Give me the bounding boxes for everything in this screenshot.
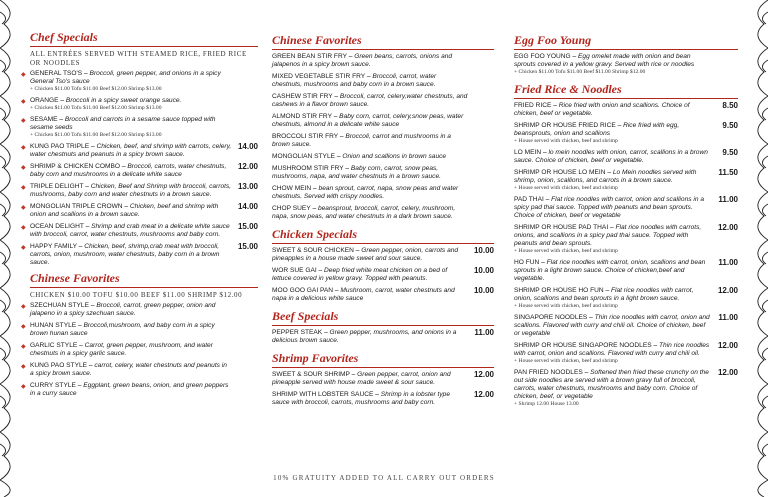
chinese-favorites-mid-title: Chinese Favorites xyxy=(272,33,362,47)
item-price: 12.00 xyxy=(473,390,494,399)
item-name: KUNG PAO STYLE xyxy=(30,362,88,369)
section-rule xyxy=(272,367,494,368)
menu-item xyxy=(21,222,258,239)
item-options: + Chicken $11.00 Tofu $11.00 Beef $12.00 Shrimp $13.00 xyxy=(30,105,162,111)
menu-item xyxy=(21,70,258,93)
item-options: + House served with chicken, beef and shrimp xyxy=(514,185,618,191)
item-description: – lo mein noodles with onion, carrot, scallions in a brown sauce. Choice of chicken, beef or vegetable. xyxy=(514,149,708,164)
item-price: 11.50 xyxy=(718,168,738,177)
item-price: 14.00 xyxy=(237,142,258,151)
item-price: 11.00 xyxy=(718,258,738,267)
menu-item xyxy=(21,322,258,338)
item-description: – Flat rice noodles with carrot, onion and scallions in a spicy pad thai sauce. Topped with peanuts and bean sprouts. Choice of chicken, beef or vegetable xyxy=(514,196,704,219)
item-description: – Baby corn, carrot, snow peas, mushrooms, napa, and water chestnuts in a brown sauce. xyxy=(272,165,441,180)
menu-item xyxy=(272,185,494,201)
item-description: – Green pepper, mushrooms, and onions in a delicious brown sauce. xyxy=(272,329,457,344)
item-description: – Eggplant, green beans, onion, and green peppers in a curry sauce xyxy=(30,382,229,397)
item-name: MONGOLIAN TRIPLE CROWN xyxy=(30,203,123,210)
gratuity-footer: 10% GRATUITY ADDED TO ALL CARRY OUT ORDERS xyxy=(273,474,495,482)
chicken-specials-list xyxy=(272,247,494,303)
menu-item xyxy=(272,267,494,283)
item-options: + House served with chicken, beef and shrimp xyxy=(514,138,618,144)
item-name: HO FUN xyxy=(514,259,540,266)
item-name: PAN FRIED NOODLES xyxy=(514,369,583,376)
item-description: – Flat rice noodles with carrots, onions, and scallions in a spicy pad thai sauce. Topped with peanuts and bean sprouts. xyxy=(514,224,702,247)
item-name: SESAME xyxy=(30,116,58,123)
menu-item xyxy=(272,165,494,181)
chili-icon: ◆ xyxy=(21,118,26,124)
item-name: HUNAN STYLE xyxy=(30,322,77,329)
item-description: – Lo Mein noodles served with shrimp, onion, scallions, and carrots in a brown sauce. xyxy=(514,169,697,184)
item-price: 12.00 xyxy=(717,223,738,232)
chili-icon: ◆ xyxy=(21,145,26,151)
item-name: CURRY STYLE xyxy=(30,382,76,389)
item-price: 12.00 xyxy=(717,341,738,350)
item-description: – Broccoli,mushroom, and baby corn in a spicy brown hunan sauce xyxy=(30,322,215,337)
item-name: SHRIMP OR HOUSE SINGAPORE NOODLES xyxy=(514,342,652,349)
item-name: OCEAN DELIGHT xyxy=(30,223,84,230)
item-description: – Green pepper, onion, carrots and pineapples in a house made sweet and sour sauce. xyxy=(272,247,459,262)
item-name: SWEET & SOUR SHRIMP xyxy=(272,371,350,378)
item-description: – Mushroom, carrot, water chestnuts and napa in a delicious white sauce xyxy=(272,287,455,302)
menu-item xyxy=(514,369,738,408)
item-name: CASHEW STIR FRY xyxy=(272,93,333,100)
item-name: SHRIMP OR HOUSE FRIED RICE xyxy=(514,122,616,129)
chinese-favorites-note: CHICKEN $10.00 TOFU $10.00 BEEF $11.00 SHRIMP $12.00 xyxy=(30,291,243,299)
item-description: – bean sprout, carrot, napa, snow peas and water chestnuts. Served with crispy noodles. xyxy=(272,185,459,200)
item-description: – beansprout, broccoli, carrot, celery, mushroom, napa, snow peas, and water chestnuts in a dark brown sauce. xyxy=(272,205,456,220)
fried-rice-noodles-list xyxy=(514,102,738,408)
item-name: MOO GOO GAI PAN xyxy=(272,287,334,294)
item-description: – Carrot, green pepper, mushroom, and water chestnuts in a spicy garlic sauce. xyxy=(30,342,213,357)
beef-specials-list xyxy=(272,329,494,345)
item-price: 15.00 xyxy=(237,222,258,231)
right-column xyxy=(514,33,738,412)
item-price: 11.00 xyxy=(718,195,738,204)
menu-item xyxy=(514,342,738,365)
decorative-border-right xyxy=(746,0,768,497)
chef-specials-title: Chef Specials xyxy=(30,30,98,44)
item-name: BROCCOLI STIR FRY xyxy=(272,133,339,140)
item-price: 9.50 xyxy=(722,121,738,130)
item-name: SZECHUAN STYLE xyxy=(30,302,89,309)
item-price: 12.00 xyxy=(717,368,738,377)
chili-icon: ◆ xyxy=(21,225,26,231)
item-price: 12.00 xyxy=(473,370,494,379)
menu-item xyxy=(514,314,738,338)
item-options: + House served with chicken, beef and shrimp xyxy=(514,248,618,254)
chili-icon: ◆ xyxy=(21,72,26,78)
menu-item xyxy=(21,382,258,398)
item-options: + Chicken $11.00 Tofu $11.00 Beef $12.00 Shrimp $13.00 xyxy=(30,132,162,138)
item-description: – Thin rice noodles with carrot, onion and scallions. Flavored with curry and chili oil. xyxy=(514,342,710,357)
menu-item xyxy=(272,53,494,69)
item-price: 8.50 xyxy=(722,101,738,110)
section-rule xyxy=(514,49,738,50)
item-name: GARLIC STYLE xyxy=(30,342,78,349)
item-description: – Green beans, carrots, onions and jalapenos in a spicy brown sauce. xyxy=(272,53,453,68)
chili-icon: ◆ xyxy=(21,165,26,171)
item-name: PAD THAI xyxy=(514,196,544,203)
item-description: – Deep fried white meat chicken on a bed of lettuce covered in yellow gravy. Topped with peanuts. xyxy=(272,267,448,282)
item-price: 9.50 xyxy=(722,148,738,157)
menu-item xyxy=(272,329,494,345)
item-description: – Broccoli, carrots, water chestnuts, baby corn and mushrooms in a delicate white sauce xyxy=(30,163,227,178)
item-name: ALMOND STIR FRY xyxy=(272,113,332,120)
chili-icon: ◆ xyxy=(21,384,26,390)
item-name: SHRIMP & CHICKEN COMBO xyxy=(30,163,121,170)
item-price: 12.00 xyxy=(717,286,738,295)
menu-item xyxy=(514,169,738,192)
menu-item xyxy=(514,122,738,145)
item-description: – Green pepper, carrot, onion and pineapple served with house made sweet & sour sauce. xyxy=(272,371,451,386)
item-price: 10.00 xyxy=(473,246,494,255)
chef-specials-list xyxy=(21,70,258,267)
item-description: – Chicken, beef and shrimp with onion and scallions in a brown sauce. xyxy=(30,203,219,218)
chili-icon: ◆ xyxy=(21,205,26,211)
menu-item xyxy=(514,224,738,255)
chinese-favorites-mid-list xyxy=(272,53,494,221)
item-price: 10.00 xyxy=(473,266,494,275)
egg-foo-young-list xyxy=(514,53,738,76)
item-name: WOR SUE GAI xyxy=(272,267,317,274)
item-options: + Chicken $11.00 Tofu $11.00 Beef $12.00 Shrimp $13.00 xyxy=(30,86,162,92)
menu-item xyxy=(514,287,738,310)
item-price: 13.00 xyxy=(237,182,258,191)
middle-column xyxy=(272,33,494,411)
item-description: – Shrimp in a lobster type sauce with broccoli, carrots, mushrooms and baby corn. xyxy=(272,391,450,406)
item-name: EGG FOO YOUNG xyxy=(514,53,571,60)
item-description: – Chicken, beef, and shrimp with carrots, celery, water chestnuts and peanuts in a spicy brown sauce. xyxy=(30,143,232,158)
item-options: + House served with chicken, beef and shrimp xyxy=(514,303,618,309)
item-description: – Thin rice noodles with carrot, onion and scallions. Flavored with curry and chili oil. Choice of chicken, beef or vegetable xyxy=(514,314,710,337)
item-name: SHRIMP OR HOUSE LO MEIN xyxy=(514,169,606,176)
item-options: + Chicken $11.00 Tofu $11.00 Beef $11.00 Shrimp $12.00 xyxy=(514,69,646,75)
item-name: HAPPY FAMILY xyxy=(30,243,77,250)
menu-item xyxy=(514,53,738,76)
item-name: SHRIMP OR HOUSE PAD THAI xyxy=(514,224,609,231)
menu-item xyxy=(514,259,738,283)
chili-icon: ◆ xyxy=(21,324,26,330)
menu-item xyxy=(21,182,258,199)
shrimp-favorites-list xyxy=(272,371,494,407)
item-price: 15.00 xyxy=(237,242,258,251)
item-name: TRIPLE DELIGHT xyxy=(30,183,84,190)
menu-item xyxy=(272,93,494,109)
menu-item xyxy=(21,116,258,139)
shrimp-favorites-title: Shrimp Favorites xyxy=(272,351,359,365)
item-description: – Broccoli, carrot, celery,water chestnuts, and cashews in a flavor brown sauce. xyxy=(272,93,468,108)
item-description: – Rice fried with egg, beansprouts, onion and scallions xyxy=(514,122,680,137)
menu-item xyxy=(21,97,258,112)
item-name: ORANGE xyxy=(30,97,59,104)
section-rule xyxy=(272,49,494,50)
item-name: CHOP SUEY xyxy=(272,205,311,212)
menu-item xyxy=(272,205,494,221)
menu-item xyxy=(21,302,258,318)
egg-foo-young-title: Egg Foo Young xyxy=(514,33,592,47)
item-description: – Shrimp and crab meat in a delicate white sauce with broccoli, carrot, water chestnuts, mushrooms and baby corn. xyxy=(30,223,230,238)
menu-item xyxy=(272,153,494,161)
item-name: SHRIMP OR HOUSE HO FUN xyxy=(514,287,604,294)
item-name: PEPPER STEAK xyxy=(272,329,323,336)
menu-item xyxy=(514,149,738,165)
item-description: – Broccoli, green pepper, and onions in a spicy General Tso's sauce xyxy=(30,70,221,85)
item-name: MUSHROOM STIR FRY xyxy=(272,165,344,172)
menu-item xyxy=(272,133,494,149)
chili-icon: ◆ xyxy=(21,364,26,370)
chicken-specials-title: Chicken Specials xyxy=(272,227,358,241)
chili-icon: ◆ xyxy=(21,185,26,191)
section-rule xyxy=(30,287,258,288)
menu-item xyxy=(272,371,494,387)
item-description: – Flat rice noodles with carrot, onion, scallions and bean sprouts in a light brown sauce. xyxy=(514,287,694,302)
section-rule xyxy=(514,98,738,99)
chinese-favorites-left-title: Chinese Favorites xyxy=(30,271,120,285)
item-description: – Flat rice noodles with carrot, onion, scallions and bean sprouts in a light brown sauce. Choice of chicken,beef and vegetable. xyxy=(514,259,706,282)
section-rule xyxy=(30,46,258,47)
menu-item xyxy=(272,247,494,263)
item-name: GENERAL TSO'S xyxy=(30,70,83,77)
item-options: + Shrimp 12.00 House 13.00 xyxy=(514,401,579,407)
item-price: 14.00 xyxy=(237,202,258,211)
menu-item xyxy=(21,202,258,219)
section-rule xyxy=(272,243,494,244)
item-price: 11.00 xyxy=(718,313,738,322)
menu-item xyxy=(272,391,494,407)
item-description: – Broccoli in a spicy sweet orange sauce. xyxy=(60,97,182,104)
item-name: MONGOLIAN STYLE xyxy=(272,153,336,160)
item-name: LO MEIN xyxy=(514,149,542,156)
item-price: 12.00 xyxy=(237,162,258,171)
item-name: GREEN BEAN STIR FRY xyxy=(272,53,347,60)
item-description: – Broccoli and carrots in a sesame sauce topped with sesame seeds xyxy=(30,116,216,131)
section-rule xyxy=(272,325,494,326)
item-description: – Softened then fried these crunchy on the out side noodles are served with a brown gravy full of broccoli, carrots, water chestnuts, mushrooms and baby corn. Choice of chicken, beef, or vegetable xyxy=(514,369,709,400)
menu-item xyxy=(21,342,258,358)
menu-item xyxy=(272,73,494,89)
chili-icon: ◆ xyxy=(21,344,26,350)
item-name: MIXED VEGETABLE STIR FRY xyxy=(272,73,366,80)
item-name: FRIED RICE xyxy=(514,102,552,109)
chef-specials-note: ALL ENTRÉES SERVED WITH STEAMED RICE, FRIED RICE OR NOODLES xyxy=(30,50,247,67)
menu-item xyxy=(272,113,494,129)
item-description: – Baby corn, carrot, celery,snow peas, water chestnuts, almond in a delicate white sauce xyxy=(272,113,464,128)
item-name: SHRIMP WITH LOBSTER SAUCE xyxy=(272,391,374,398)
chinese-favorites-left-list xyxy=(21,302,258,398)
chili-icon: ◆ xyxy=(21,304,26,310)
item-description: – Chicken, beef, shrimp,crab meat with broccoli, carrots, onion, mushroom, water chestnuts, baby corn in a brown sauce. xyxy=(30,243,220,266)
chili-icon: ◆ xyxy=(21,99,26,105)
item-description: – Egg omelet made with onion and bean sprouts covered in a yellow gravy. Served with rice or noodles xyxy=(514,53,695,68)
item-price: 10.00 xyxy=(473,286,494,295)
menu-item xyxy=(21,242,258,267)
item-description: – Broccoli, carrot, green pepper, onion and jalapeno in a spicy szechuan sauce. xyxy=(30,302,216,317)
chili-icon: ◆ xyxy=(21,245,26,251)
menu-item xyxy=(272,287,494,303)
menu-item xyxy=(21,142,258,159)
item-description: – carrot, celery, water chestnuts and peanuts in a spicy brown sauce. xyxy=(30,362,227,377)
left-column xyxy=(21,30,258,402)
item-price: 11.00 xyxy=(474,328,494,337)
item-description: – Onion and scallions in brown sauce xyxy=(336,153,447,160)
item-options: + House served with chicken, beef and shrimp xyxy=(514,358,618,364)
menu-item xyxy=(514,102,738,118)
menu-item xyxy=(514,196,738,220)
item-name: SINGAPORE NOODLES xyxy=(514,314,588,321)
item-name: SWEET & SOUR CHICKEN xyxy=(272,247,354,254)
item-description: – Broccoli, carrot, water chestnuts, mushrooms and baby corn in a brown sauce. xyxy=(272,73,437,88)
fried-rice-noodles-title: Fried Rice & Noodles xyxy=(514,82,622,96)
beef-specials-title: Beef Specials xyxy=(272,309,339,323)
item-description: – Rice fried with onion and scallions. Choice of chicken, beef or vegetable. xyxy=(514,102,690,117)
decorative-border-left xyxy=(0,0,22,497)
item-description: – Broccoli, carrot and mushrooms in a brown sauce. xyxy=(272,133,451,148)
item-name: KUNG PAO TRIPLE xyxy=(30,143,90,150)
item-description: – Chicken, Beef and Shrimp with broccoli, carrots, mushrooms, baby corn and water chestnuts in a brown sauce. xyxy=(30,183,232,198)
menu-item xyxy=(21,162,258,179)
menu-item xyxy=(21,362,258,378)
item-name: CHOW MEIN xyxy=(272,185,312,192)
